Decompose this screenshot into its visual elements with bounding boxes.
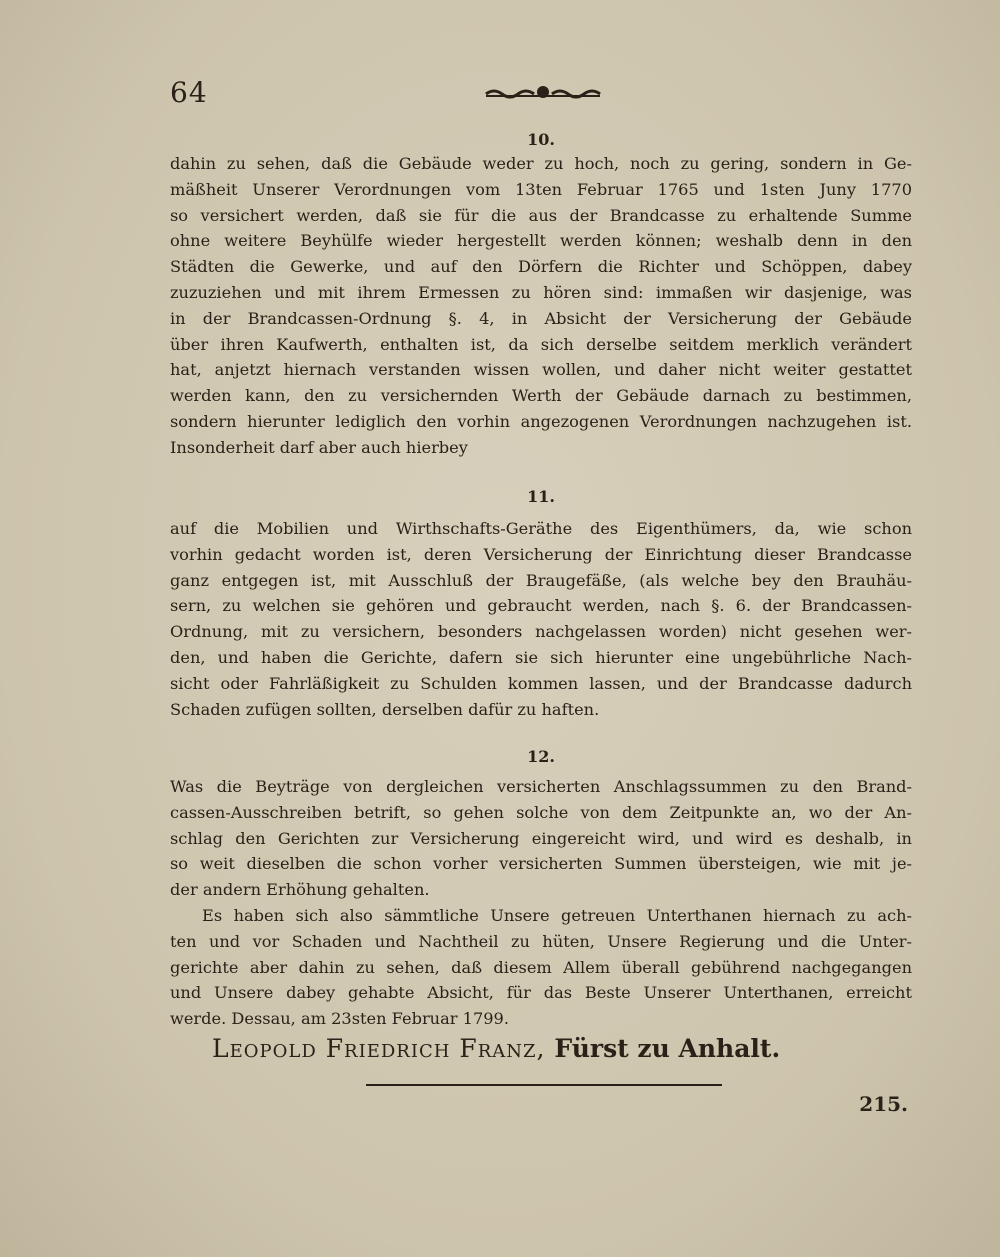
page-number: 64 <box>170 76 208 109</box>
text-line: Was die Beyträge von dergleichen versicherten Anschlagssummen zu den Brand- <box>170 777 912 796</box>
signature-name: Leopold Friedrich Franz, <box>212 1034 546 1063</box>
text-line: werde. Dessau, am 23sten Februar 1799. <box>170 1009 509 1029</box>
section-11-text <box>170 516 912 722</box>
text-line: ganz entgegen ist, mit Ausschluß der Braugefäße, (als welche bey den Brauhäu- <box>170 570 912 590</box>
text-line: Städten die Gewerke, und auf den Dörfern die Richter und Schöppen, dabey <box>170 257 912 277</box>
section-number-10: 10. <box>527 130 555 149</box>
section-10-text <box>170 151 912 461</box>
section-number-11: 11. <box>527 487 555 506</box>
text-line: ohne weitere Beyhülfe wieder hergestellt werden können; weshalb denn in den <box>170 231 912 251</box>
text-line: den, und haben die Gerichte, dafern sie sich hierunter eine ungebührliche Nach- <box>170 647 912 667</box>
text-line: Es haben sich also sämmtliche Unsere getreuen Unterthanen hiernach zu ach- <box>202 905 912 925</box>
text-line: gerichte aber dahin zu sehen, daß diesem Allem überall gebührend nachgegangen <box>170 957 912 977</box>
text-line: ten und vor Schaden und Nachtheil zu hüten, Unsere Regierung und die Unter- <box>170 931 912 951</box>
text-line: sern, zu welchen sie gehören und gebraucht werden, nach §. 6. der Brandcassen- <box>170 596 912 616</box>
text-line: werden kann, den zu versichernden Werth der Gebäude darnach zu bestimmen, <box>170 386 912 406</box>
text-line: auf die Mobilien und Wirthschafts-Geräthe des Eigenthümers, da, wie schon <box>170 519 912 538</box>
text-line: über ihren Kaufwerth, enthalten ist, da sich derselbe seitdem merklich verändert <box>170 334 912 354</box>
text-line: Schaden zufügen sollten, derselben dafür zu haften. <box>170 699 600 719</box>
text-line: sicht oder Fahrläßigkeit zu Schulden kommen lassen, und der Brandcasse dadurch <box>170 673 912 693</box>
signature-title: Fürst zu Anhalt. <box>554 1034 781 1063</box>
text-line: cassen-Ausschreiben betrift, so gehen solche von dem Zeitpunkte an, wo der An- <box>170 802 912 822</box>
text-line: sondern hierunter lediglich den vorhin angezogenen Verordnungen nachzugehen ist. <box>170 411 912 431</box>
header-ornament <box>484 84 602 100</box>
text-line: schlag den Gerichten zur Versicherung eingereicht wird, und wird es deshalb, in <box>170 828 912 848</box>
text-line: dahin zu sehen, daß die Gebäude weder zu hoch, noch zu gering, sondern in Ge- <box>170 154 912 173</box>
text-line: der andern Erhöhung gehalten. <box>170 880 430 900</box>
section-12-text <box>170 774 912 1032</box>
text-line: mäßheit Unserer Verordnungen vom 13ten Februar 1765 und 1sten Juny 1770 <box>170 179 912 199</box>
text-line: hat, anjetzt hiernach verstanden wissen wollen, und daher nicht weiter gestattet <box>170 360 912 380</box>
text-line: so weit dieselben die schon vorher versicherten Summen übersteigen, wie mit je- <box>170 854 912 874</box>
text-line: Insonderheit darf aber auch hierbey <box>170 437 468 457</box>
closing-rule <box>366 1084 722 1086</box>
text-line: so versichert werden, daß sie für die aus der Brandcasse zu erhaltende Summe <box>170 205 912 225</box>
catchword: 215. <box>859 1092 908 1116</box>
text-line: und Unsere dabey gehabte Absicht, für das Beste Unserer Unterthanen, erreicht <box>170 983 912 1003</box>
section-number-12: 12. <box>527 747 555 766</box>
text-line: zuzuziehen und mit ihrem Ermessen zu hören sind: immaßen wir dasjenige, was <box>170 282 912 302</box>
text-line: in der Brandcassen-Ordnung §. 4, in Absicht der Versicherung der Gebäude <box>170 308 912 328</box>
text-line: Ordnung, mit zu versichern, besonders nachgelassen worden) nicht gesehen wer- <box>170 622 912 642</box>
text-line: vorhin gedacht worden ist, deren Versicherung der Einrichtung dieser Brandcasse <box>170 544 912 564</box>
signature-line <box>212 1034 912 1063</box>
